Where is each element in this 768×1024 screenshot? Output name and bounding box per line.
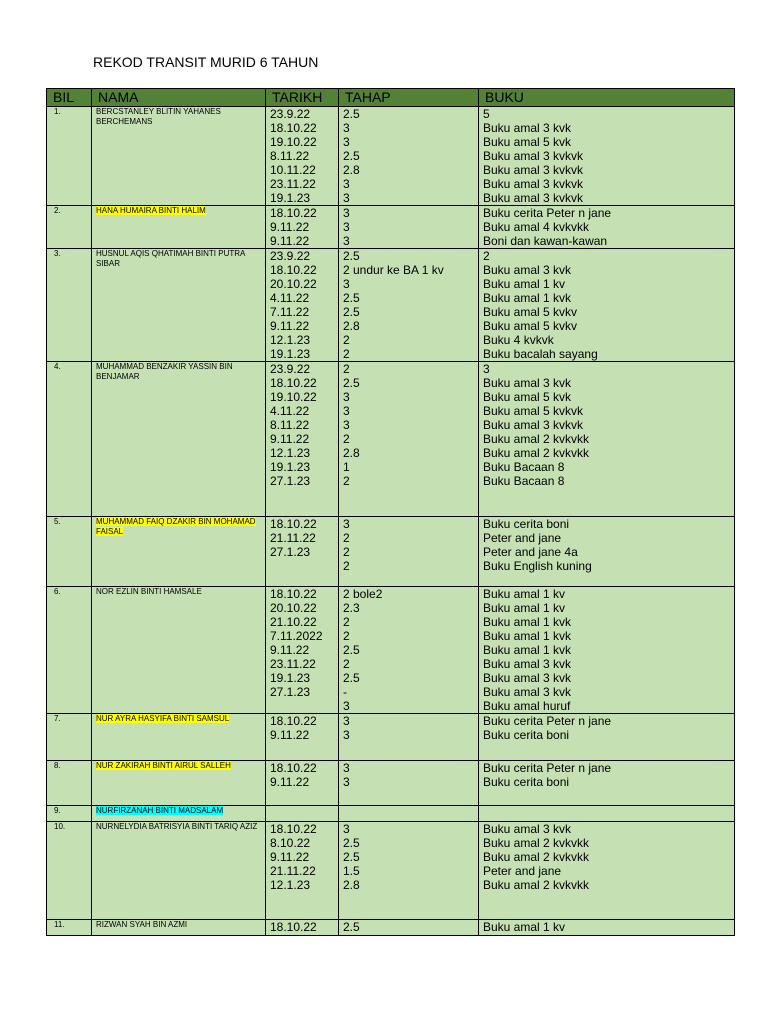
buku-cell <box>479 714 735 761</box>
cell-line: 10.11.22 <box>270 163 316 177</box>
header-tahap: TAHAP <box>339 89 479 107</box>
nama-cell <box>92 920 266 936</box>
student-name: NURNELYDIA BATRISYIA BINTI TARIQ AZIZ <box>96 822 258 831</box>
cell-line: 2.3 <box>343 601 360 615</box>
cell-line: Buku cerita Peter n jane <box>483 761 612 775</box>
cell-line: 18.10.22 <box>270 376 317 390</box>
cell-line: 2.5 <box>343 149 360 163</box>
cell-line: Buku cerita boni <box>483 728 570 742</box>
header-tarikh: TARIKH <box>266 89 339 107</box>
cell-line: 8.10.22 <box>270 836 311 850</box>
bil-cell: 5. <box>47 517 92 587</box>
tahap-cell <box>339 714 479 761</box>
student-name: HUSNUL AQIS QHATIMAH BINTI PUTRA SIBAR <box>96 249 245 268</box>
cell-line: 27.1.23 <box>270 474 311 488</box>
nama-cell <box>92 587 266 714</box>
cell-line: 2 <box>343 362 350 376</box>
cell-line: Buku amal 5 kvk <box>483 390 572 404</box>
cell-line: Buku amal 3 kvkvk <box>483 163 584 177</box>
cell-line: Buku amal 3 kvkvk <box>483 191 584 205</box>
cell-line: 23.11.22 <box>270 657 316 671</box>
cell-line: 3 <box>343 234 350 248</box>
cell-line: Buku amal 2 kvkvkk <box>483 836 590 850</box>
buku-cell <box>479 249 735 362</box>
cell-line: Buku amal huruf <box>483 699 571 713</box>
tahap-cell <box>339 822 479 920</box>
cell-line: Buku amal 1 kv <box>483 277 566 291</box>
cell-line: 23.9.22 <box>270 107 311 121</box>
cell-line: 18.10.22 <box>270 263 317 277</box>
tarikh-cell <box>266 517 339 587</box>
cell-line: 3 <box>343 517 350 531</box>
cell-line: 27.1.23 <box>270 545 311 559</box>
cell-line: Buku amal 2 kvkvkk <box>483 432 590 446</box>
cell-line: 9.11.22 <box>270 775 310 789</box>
student-name: NOR EZLIN BINTI HAMSALE <box>96 587 202 596</box>
cell-line: 2.5 <box>343 249 360 263</box>
cell-line: Buku Bacaan 8 <box>483 474 565 488</box>
cell-line: 19.1.23 <box>270 460 311 474</box>
cell-line: 3 <box>343 277 350 291</box>
cell-line: Buku amal 5 kvk <box>483 135 572 149</box>
cell-line: Buku amal 1 kv <box>483 601 566 615</box>
table-row <box>47 587 735 714</box>
bil-cell: 8. <box>47 761 92 806</box>
student-name: BERCSTANLEY BLITIN YAHANES BERCHEMANS <box>96 107 221 126</box>
bil-cell: 6. <box>47 587 92 714</box>
cell-line: Buku English kuning <box>483 559 592 573</box>
cell-line: 8.11.22 <box>270 149 310 163</box>
cell-line: 2.8 <box>343 319 360 333</box>
cell-line: 23.9.22 <box>270 362 311 376</box>
tarikh-cell <box>266 107 339 206</box>
tarikh-cell <box>266 806 339 822</box>
cell-line: 2 <box>343 657 350 671</box>
header-nama: NAMA <box>92 89 266 107</box>
cell-line: 3 <box>343 206 350 220</box>
tarikh-cell <box>266 249 339 362</box>
cell-line: 19.1.23 <box>270 191 311 205</box>
cell-line: 3 <box>343 191 350 205</box>
buku-cell <box>479 822 735 920</box>
bil-cell: 4. <box>47 362 92 517</box>
cell-line: 3 <box>343 390 350 404</box>
header-bil: BIL <box>47 89 92 107</box>
bil-cell: 9. <box>47 806 92 822</box>
nama-cell <box>92 206 266 249</box>
cell-line: 3 <box>343 220 350 234</box>
cell-line: 9.11.22 <box>270 432 310 446</box>
tarikh-cell <box>266 761 339 806</box>
cell-line: Buku amal 2 kvkvkk <box>483 878 590 892</box>
cell-line: 2.5 <box>343 836 360 850</box>
tarikh-cell <box>266 587 339 714</box>
table-row <box>47 920 735 936</box>
cell-line: 4.11.22 <box>270 291 310 305</box>
student-name: MUHAMMAD FAIQ DZAKIR BIN MOHAMAD FAISAL <box>96 517 256 536</box>
cell-line: 18.10.22 <box>270 121 317 135</box>
cell-line: 2 <box>343 615 350 629</box>
bil-cell: 1. <box>47 107 92 206</box>
cell-line: 9.11.22 <box>270 319 310 333</box>
cell-line: Buku amal 3 kvk <box>483 671 572 685</box>
tahap-cell <box>339 107 479 206</box>
table-row <box>47 822 735 920</box>
cell-line: 3 <box>343 418 350 432</box>
cell-line: 19.1.23 <box>270 347 311 361</box>
cell-line: 12.1.23 <box>270 333 311 347</box>
cell-line: Peter and jane 4a <box>483 545 578 559</box>
cell-line: 2 <box>343 474 350 488</box>
cell-line: 2 <box>343 531 350 545</box>
student-name: MUHAMMAD BENZAKIR YASSIN BIN BENJAMAR <box>96 362 233 381</box>
cell-line: 2 <box>343 545 350 559</box>
table-row <box>47 517 735 587</box>
student-name: HANA HUMAIRA BINTI HALIM <box>96 206 206 215</box>
nama-cell <box>92 517 266 587</box>
cell-line: Buku Bacaan 8 <box>483 460 565 474</box>
cell-line: 4.11.22 <box>270 404 310 418</box>
buku-cell <box>479 806 735 822</box>
cell-line: Buku amal 3 kvk <box>483 376 572 390</box>
cell-line: Boni dan kawan-kawan <box>483 234 608 248</box>
cell-line: 3 <box>343 177 350 191</box>
cell-line: 18.10.22 <box>270 822 317 836</box>
cell-line: 3 <box>343 728 350 742</box>
cell-line: 3 <box>343 135 350 149</box>
cell-line: Buku amal 3 kvkvk <box>483 418 584 432</box>
student-name: RIZWAN SYAH BIN AZMI <box>96 920 188 929</box>
nama-cell <box>92 107 266 206</box>
buku-cell <box>479 587 735 714</box>
cell-line: Buku amal 3 kvkvk <box>483 149 584 163</box>
cell-line: 2.8 <box>343 878 360 892</box>
cell-line: 3 <box>343 822 350 836</box>
nama-cell <box>92 761 266 806</box>
cell-line: Buku cerita boni <box>483 775 570 789</box>
cell-line: 3 <box>343 121 350 135</box>
table-row <box>47 206 735 249</box>
buku-cell <box>479 107 735 206</box>
cell-line: 3 <box>343 761 350 775</box>
cell-line: 2 <box>343 559 350 573</box>
table-row <box>47 806 735 822</box>
tahap-cell <box>339 806 479 822</box>
tarikh-cell <box>266 206 339 249</box>
cell-line: 2.5 <box>343 305 360 319</box>
cell-line: 20.10.22 <box>270 601 317 615</box>
bil-cell: 11. <box>47 920 92 936</box>
cell-line: 19.10.22 <box>270 135 317 149</box>
cell-line: 18.10.22 <box>270 761 317 775</box>
cell-line: 12.1.23 <box>270 446 311 460</box>
cell-line: 18.10.22 <box>270 587 317 601</box>
cell-line: 18.10.22 <box>270 206 317 220</box>
cell-line: 2 bole2 <box>343 587 383 601</box>
cell-line: Buku amal 1 kvk <box>483 615 572 629</box>
cell-line: 2 <box>343 629 350 643</box>
cell-line: 2 <box>343 432 350 446</box>
student-name: NURFIRZANAH BINTI MADSALAM <box>96 806 224 815</box>
cell-line: Buku amal 3 kvk <box>483 263 572 277</box>
buku-cell <box>479 517 735 587</box>
cell-line: 2.5 <box>343 291 360 305</box>
cell-line: 21.11.22 <box>270 531 316 545</box>
transit-record-table <box>46 88 735 936</box>
cell-line: 3 <box>343 404 350 418</box>
cell-line: Buku amal 1 kvk <box>483 629 572 643</box>
nama-cell <box>92 806 266 822</box>
buku-cell <box>479 362 735 517</box>
bil-cell: 2. <box>47 206 92 249</box>
cell-line: 19.1.23 <box>270 671 311 685</box>
cell-line: Peter and jane <box>483 531 562 545</box>
cell-line: 19.10.22 <box>270 390 317 404</box>
cell-line: Buku amal 4 kvkvkk <box>483 220 590 234</box>
cell-line: 27.1.23 <box>270 685 311 699</box>
cell-line: Buku amal 3 kvk <box>483 657 572 671</box>
buku-cell <box>479 761 735 806</box>
table-row <box>47 362 735 517</box>
cell-line: 9.11.22 <box>270 728 310 742</box>
bil-cell: 7. <box>47 714 92 761</box>
cell-line: 2 <box>343 333 350 347</box>
cell-line: 2.5 <box>343 107 360 121</box>
nama-cell <box>92 249 266 362</box>
tarikh-cell: 18.10.22 <box>266 920 339 936</box>
student-name: NUR ZAKIRAH BINTI AIRUL SALLEH <box>96 761 231 770</box>
cell-line: Buku bacalah sayang <box>483 347 598 361</box>
cell-line: 3 <box>343 714 350 728</box>
cell-line: 2.8 <box>343 163 360 177</box>
page-title: REKOD TRANSIT MURID 6 TAHUN <box>93 54 319 70</box>
cell-line: 18.10.22 <box>270 714 317 728</box>
tarikh-cell <box>266 714 339 761</box>
cell-line: 2.8 <box>343 446 360 460</box>
tahap-cell <box>339 362 479 517</box>
bil-cell: 3. <box>47 249 92 362</box>
cell-line: 5 <box>483 107 490 121</box>
cell-line: Buku amal 1 kvk <box>483 643 572 657</box>
cell-line: Buku amal 3 kvkvk <box>483 177 584 191</box>
cell-line: 9.11.22 <box>270 234 310 248</box>
cell-line: 3 <box>343 775 350 789</box>
cell-line: Buku 4 kvkvk <box>483 333 554 347</box>
cell-line: 20.10.22 <box>270 277 317 291</box>
cell-line: Buku amal 3 kvk <box>483 121 572 135</box>
cell-line: Buku amal 5 kvkvk <box>483 404 584 418</box>
tahap-cell <box>339 761 479 806</box>
header-buku: BUKU <box>479 89 735 107</box>
cell-line: 23.11.22 <box>270 177 316 191</box>
cell-line: 2.5 <box>343 671 360 685</box>
cell-line: 2.5 <box>343 376 360 390</box>
tahap-cell <box>339 587 479 714</box>
nama-cell <box>92 714 266 761</box>
cell-line: 2 <box>483 249 490 263</box>
cell-line: 12.1.23 <box>270 878 311 892</box>
buku-cell <box>479 206 735 249</box>
cell-line: 2.5 <box>343 643 360 657</box>
tahap-cell: 2.5 <box>339 920 479 936</box>
cell-line: 3 <box>483 362 490 376</box>
cell-line: 2 undur ke BA 1 kv <box>343 263 444 277</box>
cell-line: 21.11.22 <box>270 864 316 878</box>
cell-line: 9.11.22 <box>270 850 310 864</box>
cell-line: 2.5 <box>343 850 360 864</box>
bil-cell: 10. <box>47 822 92 920</box>
tarikh-cell <box>266 822 339 920</box>
cell-line: Buku amal 2 kvkvkk <box>483 446 590 460</box>
cell-line: 8.11.22 <box>270 418 310 432</box>
cell-line: Buku amal 3 kvk <box>483 822 572 836</box>
tahap-cell <box>339 206 479 249</box>
cell-line: 7.11.2022 <box>270 629 323 643</box>
cell-line: Buku cerita Peter n jane <box>483 714 612 728</box>
table-row <box>47 107 735 206</box>
cell-line: 9.11.22 <box>270 643 310 657</box>
cell-line: - <box>343 685 347 699</box>
cell-line: 7.11.22 <box>270 305 310 319</box>
cell-line: 1 <box>343 460 350 474</box>
cell-line: 1.5 <box>343 864 360 878</box>
tahap-cell <box>339 517 479 587</box>
cell-line: Buku amal 5 kvkv <box>483 305 578 319</box>
cell-line: Peter and jane <box>483 864 562 878</box>
student-name: NUR AYRA HASYIFA BINTI SAMSUL <box>96 714 230 723</box>
cell-line: Buku amal 5 kvkv <box>483 319 578 333</box>
buku-cell: Buku amal 1 kv <box>479 920 735 936</box>
cell-line: Buku amal 2 kvkvkk <box>483 850 590 864</box>
nama-cell <box>92 362 266 517</box>
cell-line: 21.10.22 <box>270 615 317 629</box>
table-row <box>47 249 735 362</box>
table-header-row <box>47 89 735 107</box>
tahap-cell <box>339 249 479 362</box>
cell-line: Buku cerita boni <box>483 517 570 531</box>
table-row <box>47 714 735 761</box>
cell-line: 18.10.22 <box>270 517 317 531</box>
cell-line: Buku cerita Peter n jane <box>483 206 612 220</box>
nama-cell <box>92 822 266 920</box>
cell-line: 9.11.22 <box>270 220 310 234</box>
cell-line: Buku amal 1 kv <box>483 587 566 601</box>
cell-line: 2 <box>343 347 350 361</box>
cell-line: 23.9.22 <box>270 249 311 263</box>
cell-line: 3 <box>343 699 350 713</box>
cell-line: Buku amal 1 kvk <box>483 291 572 305</box>
table-row <box>47 761 735 806</box>
cell-line: Buku amal 3 kvk <box>483 685 572 699</box>
tarikh-cell <box>266 362 339 517</box>
